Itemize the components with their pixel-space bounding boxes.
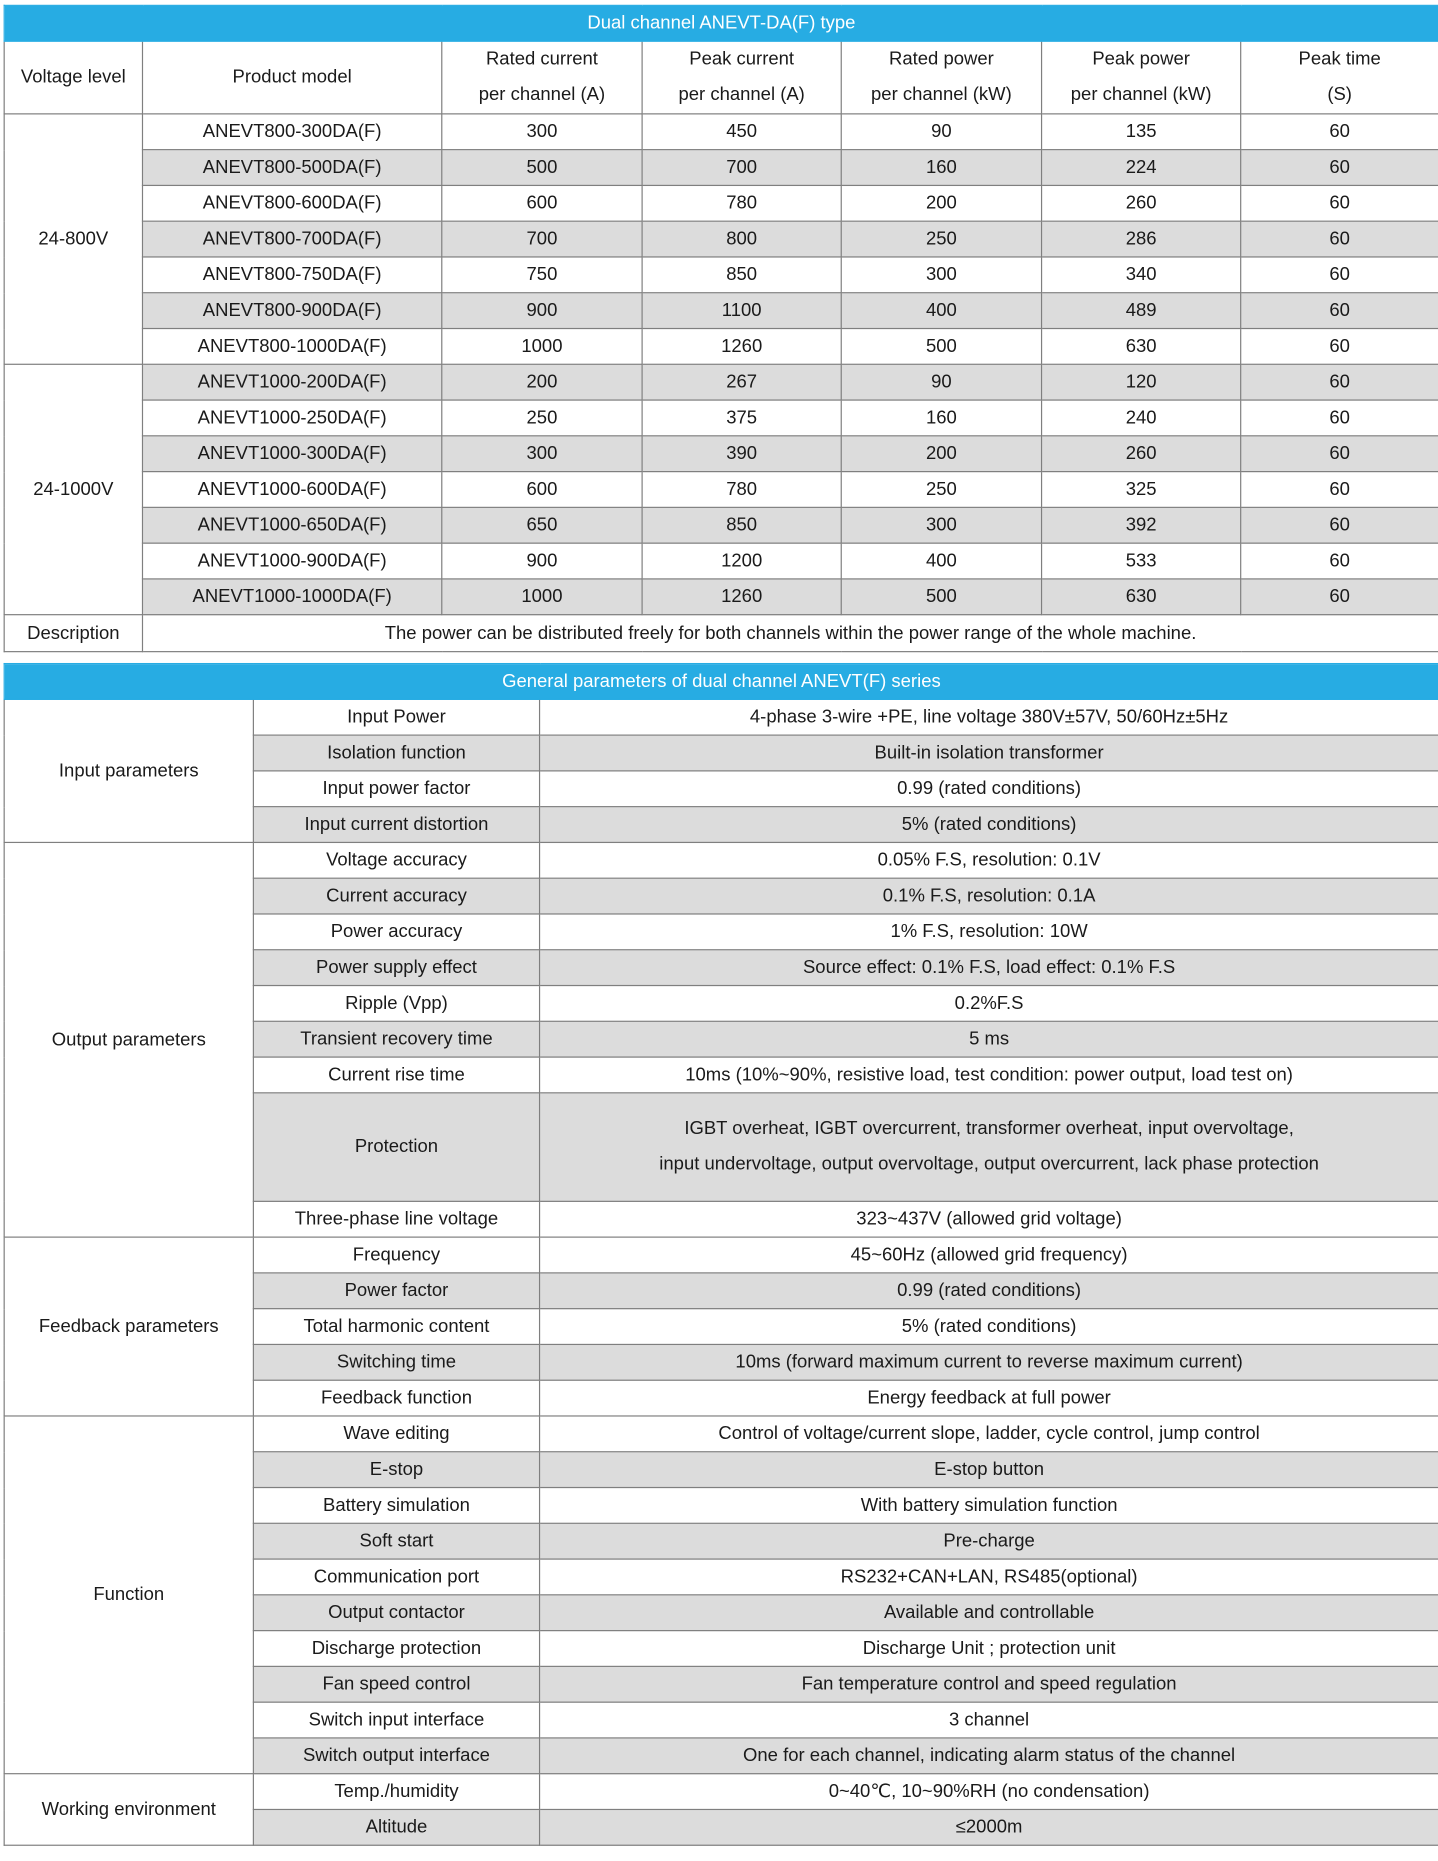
parameter-name-cell: Three-phase line voltage (253, 1201, 539, 1237)
header-peak-power (1042, 41, 1241, 114)
product-model-cell: ANEVT1000-300DA(F) (142, 436, 441, 472)
parameter-name-cell: Input current distortion (253, 807, 539, 843)
rated-power-cell: 500 (841, 329, 1041, 365)
peak-current-cell: 1260 (642, 579, 841, 615)
parameter-name-cell: Switching time (253, 1344, 539, 1380)
peak-power-cell: 533 (1042, 543, 1241, 579)
parameter-name-cell: Isolation function (253, 735, 539, 771)
peak-time-cell: 60 (1241, 543, 1438, 579)
peak-time-cell: 60 (1241, 257, 1438, 293)
peak-current-cell: 780 (642, 472, 841, 508)
peak-current-cell: 1100 (642, 293, 841, 329)
parameter-value-cell: 3 channel (540, 1702, 1438, 1738)
parameter-value-cell: 5% (rated conditions) (540, 807, 1438, 843)
rated-power-cell: 250 (841, 221, 1041, 257)
rated-power-cell: 400 (841, 293, 1041, 329)
product-model-cell: ANEVT800-750DA(F) (142, 257, 441, 293)
peak-current-cell: 700 (642, 150, 841, 186)
table-row (4, 400, 1438, 436)
section-name-cell: Feedback parameters (4, 1237, 253, 1416)
table-row (4, 1416, 1438, 1452)
table-row (4, 114, 1438, 150)
parameter-value-cell: 0.99 (rated conditions) (540, 771, 1438, 807)
parameter-name-cell: Communication port (253, 1559, 539, 1595)
product-model-cell: ANEVT1000-200DA(F) (142, 364, 441, 400)
peak-time-cell: 60 (1241, 185, 1438, 221)
product-model-cell: ANEVT800-900DA(F) (142, 293, 441, 329)
parameter-name-cell: Output contactor (253, 1595, 539, 1631)
parameter-value-cell: 10ms (forward maximum current to reverse maximum current) (540, 1344, 1438, 1380)
peak-current-cell: 267 (642, 364, 841, 400)
peak-power-cell: 325 (1042, 472, 1241, 508)
description-label: Description (4, 615, 142, 652)
peak-power-cell: 630 (1042, 579, 1241, 615)
rated-current-cell: 500 (442, 150, 642, 186)
rated-current-cell: 600 (442, 185, 642, 221)
parameter-name-cell: Input Power (253, 699, 539, 735)
table2-title: General parameters of dual channel ANEVT(F) series (4, 664, 1438, 700)
peak-current-cell: 780 (642, 185, 841, 221)
rated-power-cell: 250 (841, 472, 1041, 508)
header-rated-current (442, 41, 642, 114)
parameter-name-cell: Total harmonic content (253, 1309, 539, 1345)
peak-power-cell: 260 (1042, 185, 1241, 221)
header-peak-current-line2: per channel (A) (678, 84, 805, 105)
peak-time-cell: 60 (1241, 436, 1438, 472)
parameter-name-cell: Power factor (253, 1273, 539, 1309)
parameter-value-cell: Discharge Unit ; protection unit (540, 1631, 1438, 1667)
rated-power-cell: 500 (841, 579, 1041, 615)
peak-power-cell: 135 (1042, 114, 1241, 150)
rated-current-cell: 300 (442, 436, 642, 472)
product-model-cell: ANEVT800-300DA(F) (142, 114, 441, 150)
product-model-cell: ANEVT1000-600DA(F) (142, 472, 441, 508)
parameter-name-cell: Altitude (253, 1809, 539, 1845)
peak-time-cell: 60 (1241, 329, 1438, 365)
header-peak-time (1241, 41, 1438, 114)
header-peak-power-line1: Peak power (1092, 48, 1190, 70)
parameter-name-cell: Protection (253, 1093, 539, 1202)
rated-current-cell: 600 (442, 472, 642, 508)
parameter-name-cell: Soft start (253, 1523, 539, 1559)
general-parameters-table (4, 663, 1438, 1846)
parameter-value-cell: Pre-charge (540, 1523, 1438, 1559)
product-model-cell: ANEVT1000-1000DA(F) (142, 579, 441, 615)
parameter-value-cell: 5% (rated conditions) (540, 1309, 1438, 1345)
rated-current-cell: 700 (442, 221, 642, 257)
header-peak-time-line2: (S) (1327, 84, 1352, 105)
voltage-level-cell: 24-800V (4, 114, 142, 364)
product-model-cell: ANEVT800-700DA(F) (142, 221, 441, 257)
table-row (4, 543, 1438, 579)
table-row (4, 364, 1438, 400)
table-row (4, 1237, 1438, 1273)
peak-current-cell: 450 (642, 114, 841, 150)
rated-current-cell: 1000 (442, 579, 642, 615)
description-row (4, 615, 1438, 652)
table2-body (4, 699, 1438, 1845)
parameter-value-cell: Fan temperature control and speed regulation (540, 1666, 1438, 1702)
parameter-value-cell: Available and controllable (540, 1595, 1438, 1631)
rated-power-cell: 90 (841, 114, 1041, 150)
peak-power-cell: 224 (1042, 150, 1241, 186)
parameter-value-cell: With battery simulation function (540, 1488, 1438, 1524)
peak-time-cell: 60 (1241, 579, 1438, 615)
parameter-value-cell: Source effect: 0.1% F.S, load effect: 0.1% F.S (540, 950, 1438, 986)
parameter-name-cell: Temp./humidity (253, 1774, 539, 1810)
peak-power-cell: 630 (1042, 329, 1241, 365)
table-row (4, 436, 1438, 472)
table-row (4, 293, 1438, 329)
table-row (4, 185, 1438, 221)
parameter-value-cell: Energy feedback at full power (540, 1380, 1438, 1416)
header-rated-power-line1: Rated power (888, 48, 994, 70)
parameter-name-cell: Ripple (Vpp) (253, 986, 539, 1022)
header-peak-time-line1: Peak time (1298, 48, 1381, 70)
dual-channel-type-table (4, 5, 1438, 652)
section-name-cell: Input parameters (4, 699, 253, 842)
rated-power-cell: 160 (841, 400, 1041, 436)
header-peak-current-line1: Peak current (689, 48, 795, 70)
rated-power-cell: 200 (841, 185, 1041, 221)
rated-current-cell: 300 (442, 114, 642, 150)
voltage-level-cell: 24-1000V (4, 364, 142, 614)
parameter-name-cell: Fan speed control (253, 1666, 539, 1702)
table-row (4, 1774, 1438, 1810)
table-row (4, 329, 1438, 365)
parameter-value-cell: 0.1% F.S, resolution: 0.1A (540, 878, 1438, 914)
table-row (4, 257, 1438, 293)
parameter-name-cell: Switch input interface (253, 1702, 539, 1738)
rated-power-cell: 400 (841, 543, 1041, 579)
table-row (4, 150, 1438, 186)
peak-power-cell: 120 (1042, 364, 1241, 400)
parameter-name-cell: Battery simulation (253, 1488, 539, 1524)
parameter-name-cell: Power accuracy (253, 914, 539, 950)
peak-time-cell: 60 (1241, 364, 1438, 400)
rated-power-cell: 300 (841, 257, 1041, 293)
header-rated-power-line2: per channel (kW) (871, 84, 1012, 105)
header-peak-power-line2: per channel (kW) (1070, 84, 1212, 105)
peak-current-cell: 1260 (642, 329, 841, 365)
header-rated-current-line2: per channel (A) (478, 84, 606, 105)
peak-current-cell: 375 (642, 400, 841, 436)
parameter-value-cell: 323~437V (allowed grid voltage) (540, 1201, 1438, 1237)
parameter-name-cell: Current accuracy (253, 878, 539, 914)
parameter-name-cell: Transient recovery time (253, 1021, 539, 1057)
peak-power-cell: 489 (1042, 293, 1241, 329)
peak-current-cell: 850 (642, 257, 841, 293)
parameter-name-cell: Input power factor (253, 771, 539, 807)
section-name-cell: Output parameters (4, 842, 253, 1237)
product-model-cell: ANEVT1000-250DA(F) (142, 400, 441, 436)
rated-power-cell: 90 (841, 364, 1041, 400)
header-product-model: Product model (142, 41, 441, 114)
parameter-value-line: input undervoltage, output overvoltage, output overcurrent, lack phase protection (659, 1154, 1319, 1175)
product-model-cell: ANEVT800-600DA(F) (142, 185, 441, 221)
parameter-value-cell: 45~60Hz (allowed grid frequency) (540, 1237, 1438, 1273)
parameter-value-line: IGBT overheat, IGBT overcurrent, transformer overheat, input overvoltage, (684, 1118, 1294, 1139)
peak-time-cell: 60 (1241, 150, 1438, 186)
parameter-name-cell: Current rise time (253, 1057, 539, 1093)
rated-current-cell: 200 (442, 364, 642, 400)
table1-header-row (4, 41, 1438, 114)
peak-power-cell: 392 (1042, 507, 1241, 543)
rated-power-cell: 300 (841, 507, 1041, 543)
peak-current-cell: 1200 (642, 543, 841, 579)
header-voltage-level: Voltage level (4, 41, 142, 114)
peak-power-cell: 260 (1042, 436, 1241, 472)
parameter-name-cell: Voltage accuracy (253, 842, 539, 878)
peak-time-cell: 60 (1241, 472, 1438, 508)
table1-body (4, 114, 1438, 615)
parameter-value-cell: E-stop button (540, 1452, 1438, 1488)
peak-power-cell: 240 (1042, 400, 1241, 436)
rated-power-cell: 160 (841, 150, 1041, 186)
rated-current-cell: 250 (442, 400, 642, 436)
parameter-value-cell: 1% F.S, resolution: 10W (540, 914, 1438, 950)
rated-current-cell: 650 (442, 507, 642, 543)
parameter-name-cell: Switch output interface (253, 1738, 539, 1774)
parameter-name-cell: Feedback function (253, 1380, 539, 1416)
parameter-value-cell: 0.2%F.S (540, 986, 1438, 1022)
table-row (4, 472, 1438, 508)
product-model-cell: ANEVT1000-900DA(F) (142, 543, 441, 579)
product-model-cell: ANEVT800-500DA(F) (142, 150, 441, 186)
peak-time-cell: 60 (1241, 507, 1438, 543)
parameter-value-cell: ≤2000m (540, 1809, 1438, 1845)
table-row (4, 221, 1438, 257)
parameter-name-cell: Power supply effect (253, 950, 539, 986)
description-text: The power can be distributed freely for both channels within the power range of the whole machine. (142, 615, 1438, 652)
parameter-value-cell (540, 1093, 1438, 1202)
table-row (4, 507, 1438, 543)
peak-current-cell: 850 (642, 507, 841, 543)
peak-time-cell: 60 (1241, 114, 1438, 150)
peak-time-cell: 60 (1241, 293, 1438, 329)
section-name-cell: Function (4, 1416, 253, 1774)
peak-time-cell: 60 (1241, 221, 1438, 257)
header-rated-power (841, 41, 1041, 114)
peak-current-cell: 390 (642, 436, 841, 472)
table1-title: Dual channel ANEVT-DA(F) type (4, 5, 1438, 41)
table-row (4, 579, 1438, 615)
peak-power-cell: 286 (1042, 221, 1241, 257)
parameter-value-cell: 10ms (10%~90%, resistive load, test condition: power output, load test on) (540, 1057, 1438, 1093)
peak-time-cell: 60 (1241, 400, 1438, 436)
product-model-cell: ANEVT1000-650DA(F) (142, 507, 441, 543)
table-row (4, 842, 1438, 878)
parameter-name-cell: Wave editing (253, 1416, 539, 1452)
parameter-name-cell: Discharge protection (253, 1631, 539, 1667)
section-name-cell: Working environment (4, 1774, 253, 1846)
parameter-value-cell: 0.99 (rated conditions) (540, 1273, 1438, 1309)
peak-current-cell: 800 (642, 221, 841, 257)
rated-current-cell: 750 (442, 257, 642, 293)
parameter-value-cell: 4-phase 3-wire +PE, line voltage 380V±57V, 50/60Hz±5Hz (540, 699, 1438, 735)
rated-current-cell: 900 (442, 543, 642, 579)
parameter-value-cell: One for each channel, indicating alarm status of the channel (540, 1738, 1438, 1774)
parameter-value-cell: 0~40℃, 10~90%RH (no condensation) (540, 1774, 1438, 1810)
parameter-value-cell: 5 ms (540, 1021, 1438, 1057)
peak-power-cell: 340 (1042, 257, 1241, 293)
parameter-value-cell: Control of voltage/current slope, ladder, cycle control, jump control (540, 1416, 1438, 1452)
rated-current-cell: 1000 (442, 329, 642, 365)
rated-current-cell: 900 (442, 293, 642, 329)
table-row (4, 699, 1438, 735)
parameter-name-cell: Frequency (253, 1237, 539, 1273)
header-peak-current (642, 41, 841, 114)
parameter-value-cell: RS232+CAN+LAN, RS485(optional) (540, 1559, 1438, 1595)
header-rated-current-line1: Rated current (485, 48, 598, 70)
parameter-value-cell: 0.05% F.S, resolution: 0.1V (540, 842, 1438, 878)
rated-power-cell: 200 (841, 436, 1041, 472)
parameter-value-cell: Built-in isolation transformer (540, 735, 1438, 771)
parameter-name-cell: E-stop (253, 1452, 539, 1488)
product-model-cell: ANEVT800-1000DA(F) (142, 329, 441, 365)
